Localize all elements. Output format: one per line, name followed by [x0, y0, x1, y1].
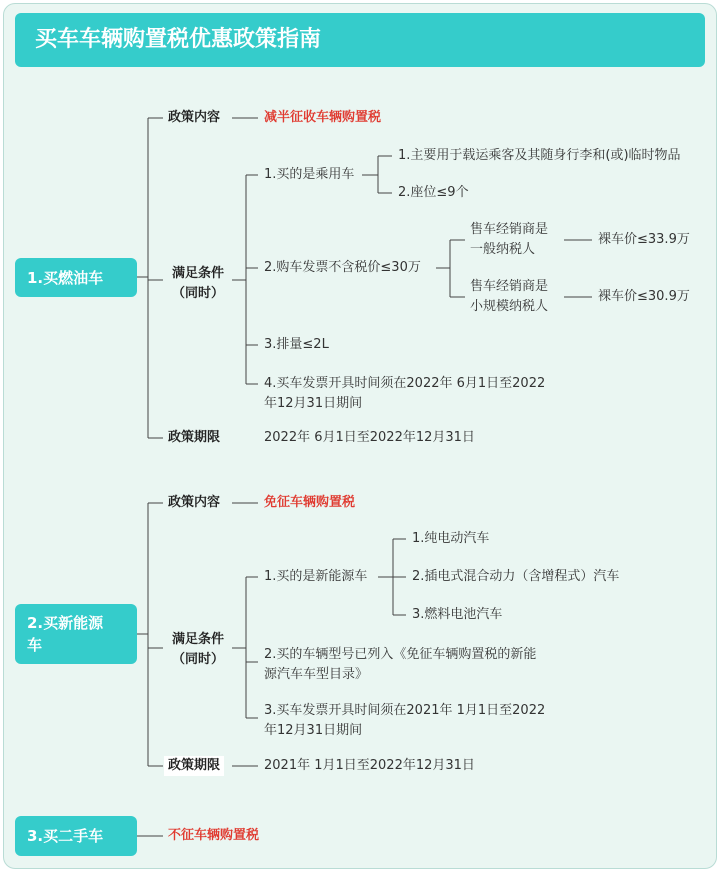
section-3-label: 3.买二手车 [15, 816, 137, 856]
s2-condition-label-line1: 满足条件 [171, 632, 224, 647]
s2-cond3-line2: 年12月31日期间 [264, 723, 363, 738]
s1-dealer1-price: 裸车价≤33.9万 [598, 232, 690, 247]
s1-cond1-sub2: 2.座位≤9个 [398, 185, 469, 200]
s2-cond1-sub1: 1.纯电动汽车 [412, 531, 490, 546]
s2-cond3 [264, 701, 545, 741]
s2-policy-value: 免征车辆购置税 [264, 495, 356, 510]
s1-condition-label-line1: 满足条件 [171, 266, 224, 281]
s2-cond3-line1: 3.买车发票开具时间须在2021年 1月1日至2022 [264, 703, 546, 718]
s1-cond1: 1.买的是乘用车 [264, 167, 355, 182]
s2-period-label: 政策期限 [164, 756, 224, 776]
section-2-label-line1: 2.买新能源 [27, 614, 104, 632]
s1-cond2: 2.购车发票不含税价≤30万 [264, 260, 421, 275]
s1-cond4 [264, 374, 545, 414]
s3-policy-value: 不征车辆购置税 [168, 828, 260, 843]
s2-cond2-line2: 源汽车车型目录》 [264, 667, 369, 682]
s1-dealer1 [470, 220, 548, 260]
s1-dealer2-price: 裸车价≤30.9万 [598, 289, 690, 304]
s2-policy-label: 政策内容 [168, 495, 221, 510]
section-2-label [15, 604, 137, 664]
s2-cond1: 1.买的是新能源车 [264, 569, 368, 584]
s1-cond1-sub1: 1.主要用于载运乘客及其随身行李和(或)临时物品 [398, 148, 681, 163]
s1-policy-value: 减半征收车辆购置税 [264, 110, 382, 125]
s1-cond4-line1: 4.买车发票开具时间须在2022年 6月1日至2022 [264, 376, 546, 391]
s2-period-value: 2021年 1月1日至2022年12月31日 [264, 758, 475, 773]
s1-dealer2-line1: 售车经销商是 [470, 279, 549, 294]
s1-dealer1-line2: 一般纳税人 [470, 242, 536, 257]
s2-cond2 [264, 645, 536, 685]
s1-dealer2-line2: 小规模纳税人 [470, 299, 549, 314]
s1-cond3: 3.排量≤2L [264, 337, 329, 352]
section-2-label-line2: 车 [27, 636, 43, 654]
s1-condition-label [166, 264, 230, 304]
s1-policy-label: 政策内容 [168, 110, 221, 125]
section-1-label: 1.买燃油车 [15, 258, 137, 297]
s2-cond1-sub3: 3.燃料电池汽车 [412, 607, 503, 622]
s2-cond2-line1: 2.买的车辆型号已列入《免征车辆购置税的新能 [264, 647, 537, 662]
s2-condition-label [166, 630, 230, 670]
page-title: 买车车辆购置税优惠政策指南 [15, 13, 705, 67]
s2-cond1-sub2: 2.插电式混合动力（含增程式）汽车 [412, 569, 620, 584]
s1-period-value: 2022年 6月1日至2022年12月31日 [264, 430, 475, 445]
s2-condition-label-line2: （同时） [171, 652, 224, 667]
s1-cond4-line2: 年12月31日期间 [264, 396, 363, 411]
s1-dealer1-line1: 售车经销商是 [470, 222, 549, 237]
s1-dealer2 [470, 277, 548, 317]
s1-period-label: 政策期限 [168, 430, 221, 445]
s1-condition-label-line2: （同时） [171, 286, 224, 301]
